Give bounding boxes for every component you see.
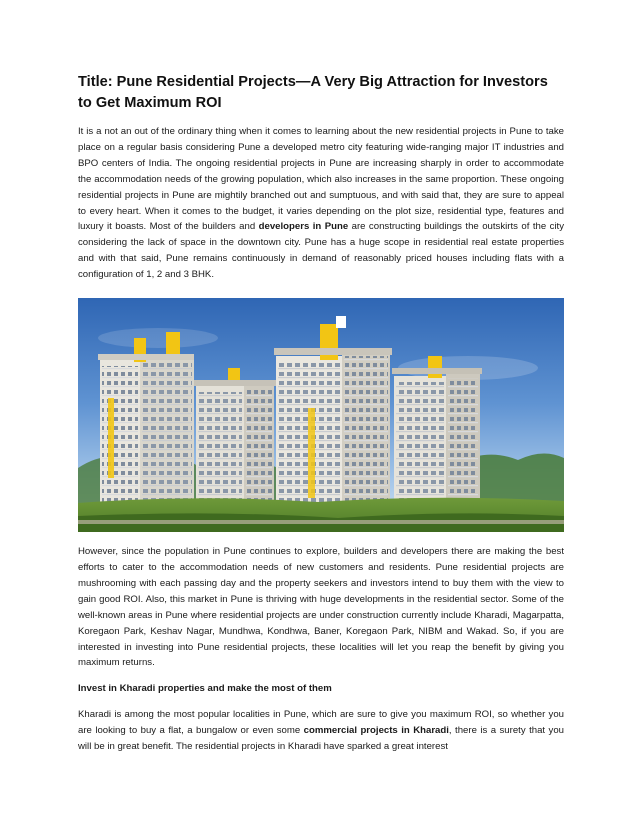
population-paragraph: However, since the population in Pune continues to explore, builders and developers there are making the best efforts to cater to the accommodation needs of new customers and residents. Pune residential projects are mushrooming with each passing day and the property seekers and investors intend to buy them with the view to gain good ROI. Also, this market in Pune is thriving with huge developments in the residential sector. Some of the well-known areas in Pune where residential projects are under construction currently include Kharadi, Magarpatta, Koregaon Park, Keshav Nagar, Mundhwa, Kondhwa, Baner, Koregaon Park, NIBM and Wakad. So, if you are interested in investing into Pune residential projects, these localities will let you reap the benefit by giving you maximum returns.	[78, 546, 564, 669]
kharadi-text-rest: , there is a surety that you will be in great benefit. The residential projects in Kharadi have sparked a great interest	[78, 725, 565, 753]
developers-keyword: developers in Pune	[258, 221, 349, 233]
intro-text: It is a not an out of the ordinary thing when it comes to learning about the new residential projects in Pune to take place on a regular basis considering Pune a developed metro city featuring wide-ranging major IT industries and BPO centers of India. The ongoing residential projects in Pune are increasing sharply in order to accommodate the accommodation needs of the growing population, which also increases in the same proportion. These ongoing residential projects in Pune are mightily branched out and sumptuous, and with said that, they are sure to appeal to every heart. When it comes to the budget, it varies depending on the plot size, residential type, features and luxury it boasts. Most of the builders and	[78, 126, 564, 233]
kharadi-subheading: Invest in Kharadi properties and make the most of them	[78, 683, 332, 695]
kharadi-text: Kharadi is among the most popular localities in Pune, which are sure to give you maximum ROI, so whether you are looking to buy a flat, a bungalow or even some	[78, 709, 564, 737]
intro-text-rest: are constructing buildings the outskirts of the city considering the lack of space in the downtown city. Pune has a huge scope in residential real estate properties and with that said, Pune remains continuously in demand of reasonably priced houses including flats with a configuration of 1, 2 and 3 BHK.	[78, 221, 564, 281]
kharadi-paragraph	[78, 707, 564, 755]
document-body	[78, 72, 564, 755]
intro-paragraph	[78, 124, 564, 283]
kharadi-commercial-keyword: commercial projects in Kharadi	[303, 725, 449, 737]
page-title: Title: Pune Residential Projects—A Very Big Attraction for Investors to Get Maximum ROI	[78, 74, 548, 111]
residential-buildings-image	[78, 298, 564, 532]
